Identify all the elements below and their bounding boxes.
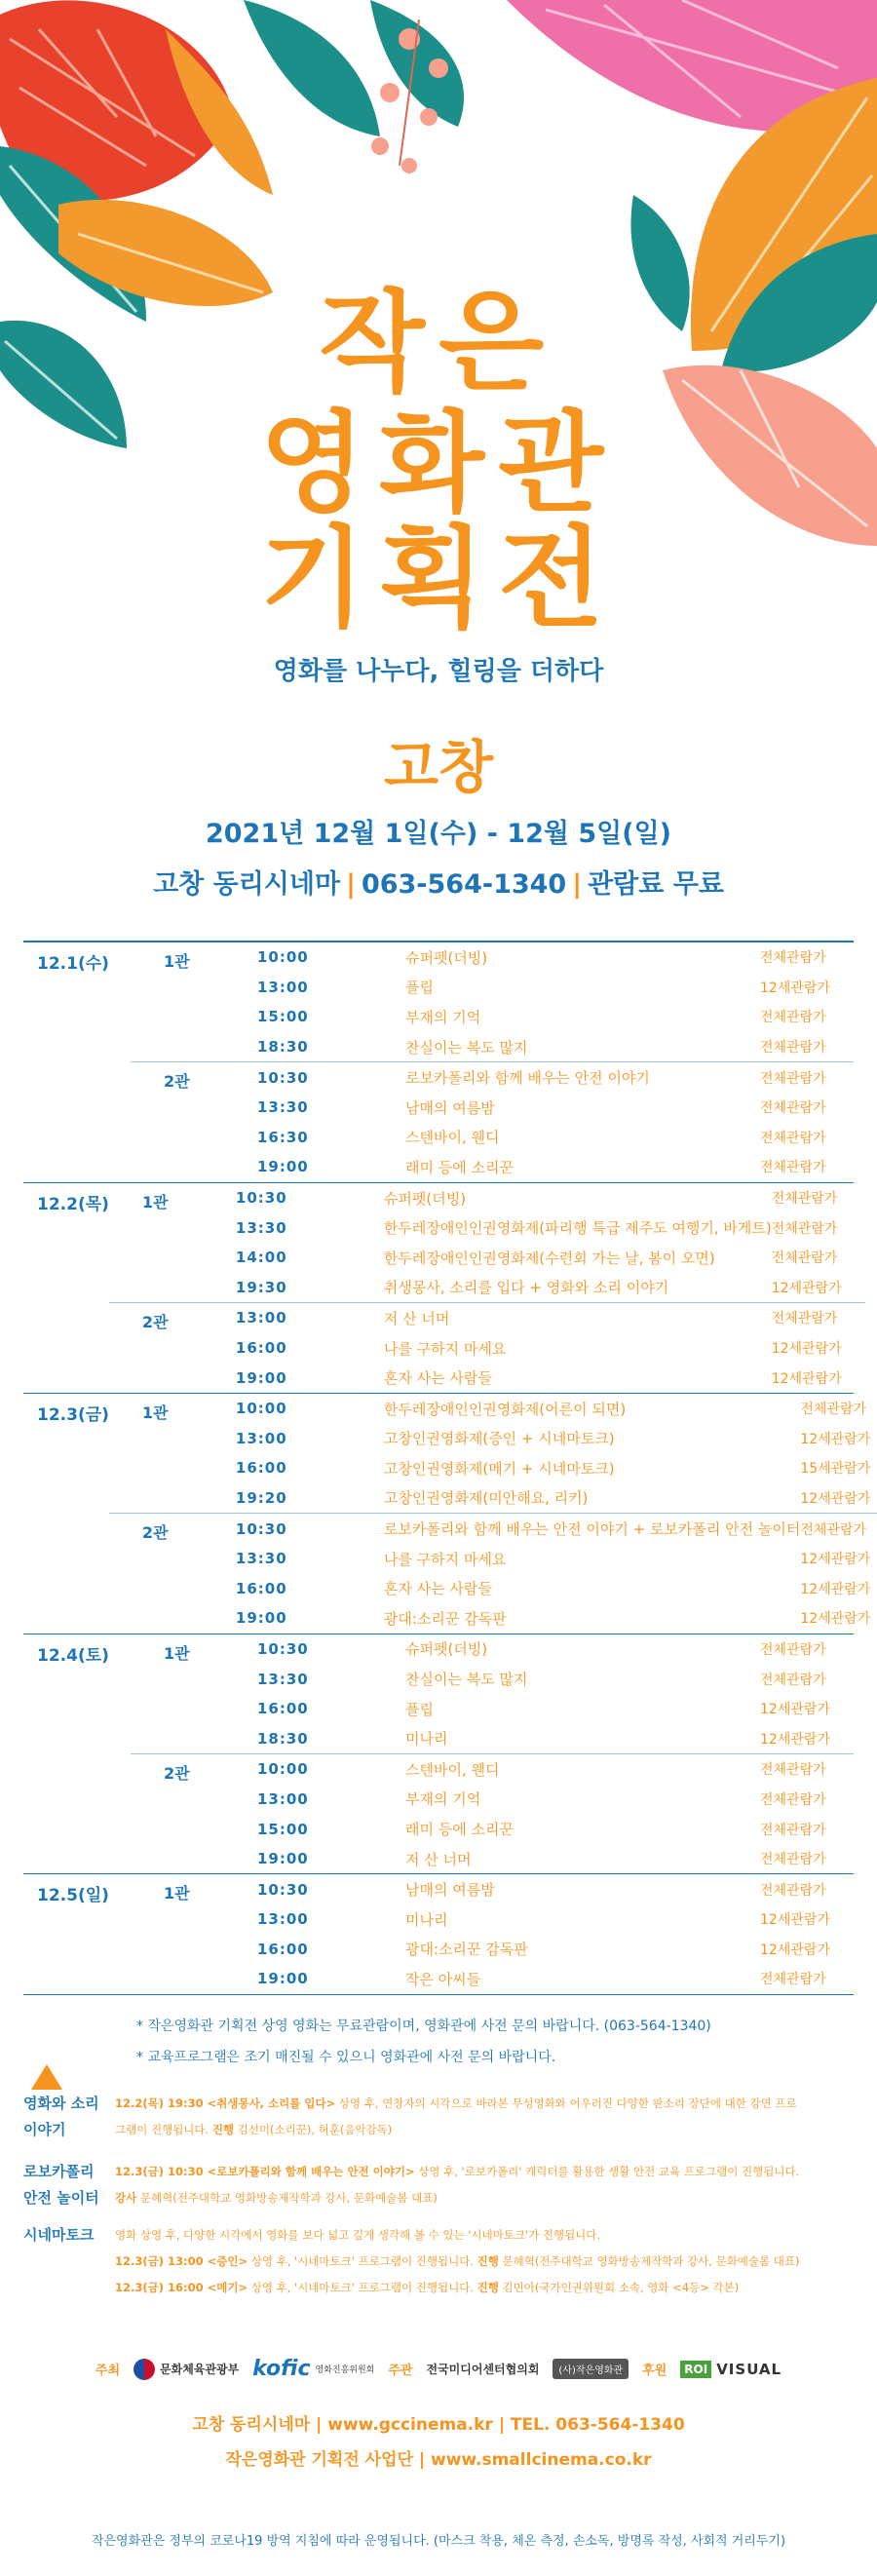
hall-block (109, 1302, 865, 1393)
subtitle: 영화를 나누다, 힐링을 더하다 (273, 657, 604, 686)
screening-film: 플립 (405, 979, 434, 997)
hall-label: 2관 (164, 1072, 190, 1092)
screening-time: 13:30 (257, 1670, 309, 1688)
screening-row (191, 1424, 877, 1454)
screening-film: 슈퍼펫(더빙) (383, 1189, 467, 1208)
screening-rating: 12세관람가 (771, 1280, 842, 1296)
screening-row (191, 1453, 877, 1483)
screening-time: 18:30 (257, 1729, 309, 1748)
hall-label: 2관 (141, 1313, 169, 1332)
program-highlight: 진행 (477, 2254, 499, 2268)
program-text: 상영 후, '시네마토크' 프로그램이 진행됩니다. (248, 2254, 477, 2268)
screening-rating: 전체관람가 (760, 1672, 826, 1688)
screening-time: 19:30 (235, 1278, 287, 1296)
hall-label: 2관 (141, 1523, 169, 1543)
program-description (115, 2091, 854, 2143)
program-description (115, 2159, 854, 2211)
hall-block (109, 1183, 865, 1302)
schedule-day (23, 1183, 854, 1394)
screening-time: 16:00 (257, 1700, 309, 1718)
program-text: 상영 후, 연창자의 시각으로 바라본 무성영화와 어우러진 다양한 판소리 장단에 대한 강연 프로 (335, 2096, 797, 2110)
screening-film: 광대:소리꾼 감독판 (383, 1609, 507, 1628)
program-title (23, 2159, 115, 2211)
hall-block (109, 1394, 877, 1513)
screening-film: 남매의 여름밤 (405, 1098, 495, 1117)
program-highlight: 진행 (477, 2281, 499, 2294)
screening-rating: 12세관람가 (771, 1370, 842, 1387)
title-line-2: 영화관 (259, 401, 618, 527)
screening-film: 혼자 사는 사람들 (383, 1580, 492, 1598)
program-text: 김선미(소리꾼), 허훈(음악감독) (234, 2123, 393, 2136)
screening-time: 16:00 (235, 1579, 287, 1597)
program-title-line: 영화와 소리 (23, 2095, 99, 2112)
program-title-line: 이야기 (23, 2121, 66, 2138)
day-label: 12.4(토) (37, 1645, 109, 1666)
program-title-line: 안전 놀이터 (23, 2189, 99, 2207)
schedule-day (23, 942, 854, 1183)
screening-time: 13:00 (257, 1789, 309, 1808)
screening-row (212, 1123, 854, 1153)
screening-rating: 전체관람가 (760, 1070, 826, 1087)
screening-rating: 전체관람가 (760, 1130, 826, 1146)
screening-rating: 전체관람가 (760, 950, 826, 967)
program-highlight: 12.3(금) 13:00 <증인> (115, 2254, 248, 2268)
screening-time: 10:30 (257, 1639, 309, 1658)
screening-row (212, 1664, 854, 1694)
screening-row (191, 1183, 865, 1213)
screening-row (212, 1874, 854, 1904)
screening-row (191, 1303, 865, 1333)
screening-film: 부재의 기억 (405, 1790, 481, 1809)
program-block (23, 2091, 854, 2143)
organizer-media-center: 전국미디어센터협의회 (426, 2363, 540, 2376)
screening-rating: 전체관람가 (760, 1010, 826, 1026)
screening-row (212, 1062, 854, 1093)
screening-row (212, 1844, 854, 1874)
program-text: 문혜혁(전주대학교 영화방송제작학과 강사, 문화예술봄 대표) (498, 2254, 800, 2268)
screening-time: 19:00 (257, 1970, 309, 1988)
screening-film: 혼자 사는 사람들 (383, 1369, 492, 1388)
venue-phone: 063-564-1340 (361, 869, 567, 900)
screening-film: 스텐바이, 웬디 (405, 1129, 500, 1147)
screening-row (191, 1394, 877, 1424)
sponsor-bar (0, 2357, 877, 2381)
hall-block (131, 942, 854, 1061)
screening-time: 18:30 (257, 1038, 309, 1057)
screening-rating: 전체관람가 (760, 1160, 826, 1176)
day-label: 12.5(일) (37, 1886, 109, 1906)
note-1: * 작은영화관 기획전 상영 영화는 무료관람이며, 영화관에 사전 문의 바랍니다. (063-564-1340) (136, 2019, 711, 2034)
day-label: 12.2(목) (37, 1194, 109, 1214)
day-label: 12.3(금) (37, 1404, 109, 1425)
program-block (23, 2159, 854, 2211)
screening-time: 16:00 (235, 1339, 287, 1358)
screening-rating: 12세관람가 (771, 1341, 842, 1358)
screening-film: 로보카폴리와 함께 배우는 안전 이야기 + 로보카폴리 안전 놀이터 (383, 1520, 801, 1539)
support-roi-visual: ROI VISUAL (680, 2361, 782, 2378)
screening-time: 19:00 (235, 1368, 287, 1387)
footer-cinema-info: 고창 동리시네마 | www.gccinema.kr | TEL. 063-564-1340 (192, 2415, 685, 2435)
footer-project-info: 작은영화관 기획전 사업단 | www.smallcinema.co.kr (225, 2450, 652, 2470)
screening-rating: 전체관람가 (760, 1852, 826, 1868)
screening-time: 16:00 (257, 1940, 309, 1958)
program-text: 상영 후, '로보카폴리' 캐릭터를 활용한 생활 안전 교육 프로그램이 진행됩니다. (414, 2165, 800, 2178)
organizer-label: 주관 (388, 2364, 413, 2378)
screening-time: 13:30 (257, 1098, 309, 1117)
hall-block (131, 1753, 854, 1873)
venue-name: 고창 동리시네마 (153, 869, 341, 900)
screening-rating: 전체관람가 (771, 1250, 838, 1267)
host-ministry: 문화체육관광부 (133, 2359, 239, 2380)
screening-rating: 12세관람가 (760, 1731, 830, 1748)
screening-film: 한두레장애인인권영화제(파리행 특급 제주도 여행기, 바게트) (383, 1219, 772, 1238)
screening-row (212, 1093, 854, 1123)
schedule-day (23, 1874, 854, 1994)
screening-film: 찬실이는 복도 많지 (405, 1671, 528, 1689)
screening-rating: 12세관람가 (760, 1942, 830, 1958)
screening-rating: 12세관람가 (800, 1611, 871, 1628)
screening-film: 부재의 기억 (405, 1008, 481, 1026)
screening-row (212, 1935, 854, 1965)
schedule-day (23, 1634, 854, 1875)
screening-rating: 12세관람가 (760, 980, 830, 996)
screening-rating: 전체관람가 (760, 1822, 826, 1838)
screening-rating: 12세관람가 (760, 1912, 830, 1929)
screening-film: 미나리 (405, 1910, 448, 1929)
notes (136, 2011, 858, 2073)
program-text: 문혜혁(전주대학교 영화방송제작학과 강사, 문화예술봄 대표) (136, 2191, 438, 2205)
screening-rating: 전체관람가 (760, 1972, 826, 1988)
program-text: 상영 후, '시네마토크' 프로그램이 진행됩니다. (248, 2281, 477, 2294)
title-line-1: 작은 (319, 280, 558, 406)
hall-label: 2관 (164, 1764, 190, 1784)
screening-film: 저 산 너머 (383, 1309, 450, 1327)
screening-row (212, 1723, 854, 1753)
screening-rating: 전체관람가 (760, 1882, 826, 1899)
screening-rating: 전체관람가 (760, 1641, 826, 1658)
hall-label: 1관 (141, 1192, 169, 1211)
screening-film: 작은 아씨들 (405, 1970, 481, 1988)
screening-time: 10:30 (257, 1880, 309, 1899)
screening-row (212, 1002, 854, 1032)
hall-block (131, 1634, 854, 1753)
screening-time: 13:00 (257, 1910, 309, 1929)
program-highlight: 강사 (115, 2191, 137, 2205)
screening-row (191, 1363, 865, 1393)
screening-row (191, 1483, 877, 1514)
screening-film: 한두레장애인인권영화제(수련회 가는 날, 봄이 오면) (383, 1249, 715, 1267)
screening-time: 10:00 (257, 1760, 309, 1779)
screening-film: 취생몽사, 소리를 입다 + 영화와 소리 이야기 (383, 1279, 669, 1297)
screening-row (191, 1333, 865, 1364)
screening-film: 래미 등에 소리꾼 (405, 1158, 514, 1176)
screening-film: 스텐바이, 웬디 (405, 1760, 500, 1779)
triangle-icon (31, 2064, 62, 2090)
screening-time: 13:00 (257, 978, 309, 996)
venue-info: 고창 동리시네마 | 063-564-1340 | 관람료 무료 (153, 869, 724, 900)
host-kofic: kofic 영화진흥위원회 (252, 2357, 375, 2381)
screening-row (191, 1212, 865, 1243)
screening-time: 19:20 (235, 1488, 287, 1507)
screening-film: 나를 구하지 마세요 (383, 1339, 507, 1358)
screening-rating: 12세관람가 (760, 1702, 830, 1718)
screening-rating: 12세관람가 (800, 1552, 871, 1568)
screening-time: 10:00 (257, 948, 309, 967)
screening-row (212, 973, 854, 1003)
screening-time: 13:00 (235, 1309, 287, 1327)
screening-film: 슈퍼펫(더빙) (405, 1640, 488, 1659)
screening-time: 19:00 (257, 1158, 309, 1176)
screening-time: 10:30 (257, 1068, 309, 1087)
screening-time: 19:00 (257, 1850, 309, 1868)
screening-rating: 전체관람가 (771, 1191, 838, 1208)
screening-row (212, 1032, 854, 1062)
screening-rating: 전체관람가 (760, 1791, 826, 1808)
program-highlight: 12.3(금) 16:00 <메기> (115, 2281, 248, 2294)
screening-time: 16:30 (257, 1128, 309, 1146)
hall-label: 1관 (141, 1403, 169, 1422)
screening-film: 고창인권영화제(미안해요, 리키) (383, 1489, 589, 1508)
government-seal-icon (133, 2359, 155, 2380)
program-block (23, 2222, 854, 2301)
program-highlight: 진행 (211, 2123, 235, 2136)
screening-rating: 전체관람가 (760, 1762, 826, 1779)
screening-film: 남매의 여름밤 (405, 1881, 495, 1900)
screening-film: 미나리 (405, 1730, 448, 1749)
note-2: * 교육프로그램은 조기 매진될 수 있으니 영화관에 사전 문의 바랍니다. (136, 2050, 556, 2065)
hall-label: 1관 (164, 1643, 190, 1663)
program-highlight: 12.2(목) 19:30 <취생몽사, 소리를 입다> (115, 2096, 336, 2110)
screening-film: 한두레장애인인권영화제(어른이 되면) (383, 1400, 627, 1418)
program-text: 김민아(국가인권위원회 소속, 영화 <4등> 각본) (498, 2281, 740, 2294)
screening-rating: 12세관람가 (800, 1490, 871, 1507)
hall-block (131, 1061, 854, 1181)
screening-film: 고창인권영화제(메기 + 시네마토크) (383, 1459, 615, 1478)
schedule-day (23, 1394, 871, 1634)
hall-label: 1관 (164, 952, 190, 971)
program-title-line: 시네마토크 (23, 2226, 95, 2244)
hall-block (109, 1513, 877, 1633)
screening-rating: 15세관람가 (800, 1461, 871, 1478)
screening-row (212, 1754, 854, 1785)
screening-film: 슈퍼펫(더빙) (405, 948, 488, 967)
program-highlight: 12.3(금) 10:30 <로보카폴리와 함께 배우는 안전 이야기> (115, 2165, 415, 2178)
screening-row (212, 1694, 854, 1724)
screening-row (191, 1273, 865, 1303)
screening-row (212, 942, 854, 973)
screening-rating: 전체관람가 (771, 1311, 838, 1327)
screening-rating: 전체관람가 (760, 1040, 826, 1057)
screening-film: 나를 구하지 마세요 (383, 1550, 507, 1568)
screening-row (191, 1603, 877, 1634)
screening-time: 16:00 (235, 1459, 287, 1478)
screening-row (212, 1814, 854, 1844)
hall-block (131, 1874, 854, 1993)
screening-row (212, 1904, 854, 1935)
screening-film: 플립 (405, 1700, 434, 1718)
venue-fee: 관람료 무료 (588, 869, 724, 900)
screening-film: 광대:소리꾼 감독판 (405, 1941, 528, 1959)
organizer-small-cinema: (사)작은영화관 (553, 2359, 629, 2379)
program-title-line: 로보카폴리 (23, 2163, 95, 2180)
screening-rating: 12세관람가 (800, 1431, 871, 1447)
screening-time: 10:30 (235, 1519, 287, 1538)
program-text: 영화 상영 후, 다양한 시각에서 영화를 보다 넓고 깊게 생각해 볼 수 있는 '시네마토크'가 진행됩니다. (115, 2228, 601, 2242)
screening-row (191, 1573, 877, 1603)
screening-time: 13:30 (235, 1550, 287, 1568)
program-title (23, 2222, 115, 2301)
screening-row (191, 1544, 877, 1574)
program-title (23, 2091, 115, 2143)
screening-rating: 전체관람가 (800, 1521, 866, 1538)
covid-notice: 작은영화관은 정부의 코로나19 방역 지침에 따라 운영됩니다. (마스크 착용, 체온 측정, 손소독, 방명록 작성, 사회적 거리두기) (91, 2534, 786, 2549)
screening-time: 10:30 (235, 1189, 287, 1208)
screening-film: 찬실이는 복도 많지 (405, 1038, 528, 1057)
screening-time: 14:00 (235, 1249, 287, 1267)
support-label: 후원 (642, 2364, 667, 2378)
title-line-3: 기획전 (259, 516, 618, 642)
event-dates: 2021년 12월 1일(수) - 12월 5일(일) (205, 819, 671, 849)
screening-time: 13:00 (235, 1429, 287, 1447)
screening-row (212, 1634, 854, 1665)
screening-film: 저 산 너머 (405, 1850, 472, 1868)
screening-time: 15:00 (257, 1008, 309, 1026)
program-description (115, 2222, 854, 2301)
screening-rating: 전체관람가 (771, 1220, 838, 1237)
screening-row (212, 1152, 854, 1182)
screening-row (212, 1785, 854, 1815)
schedule-table (23, 941, 871, 1995)
screening-film: 래미 등에 소리꾼 (405, 1821, 514, 1839)
host-label: 주최 (95, 2364, 121, 2378)
screening-rating: 전체관람가 (760, 1100, 826, 1117)
screening-time: 15:00 (257, 1820, 309, 1838)
program-text: 그램이 진행됩니다. (115, 2123, 212, 2136)
region-title: 고창 (383, 734, 494, 800)
day-label: 12.1(수) (37, 954, 109, 974)
screening-row (212, 1964, 854, 1994)
hall-label: 1관 (164, 1884, 190, 1903)
screening-rating: 12세관람가 (800, 1581, 871, 1597)
screening-film: 고창인권영화제(증인 + 시네마토크) (383, 1430, 615, 1448)
screening-row (191, 1243, 865, 1273)
screening-row (191, 1514, 877, 1544)
screening-time: 19:00 (235, 1609, 287, 1628)
screening-time: 10:00 (235, 1400, 287, 1418)
screening-film: 로보카폴리와 함께 배우는 안전 이야기 (405, 1069, 650, 1088)
screening-time: 13:30 (235, 1218, 287, 1237)
screening-rating: 전체관람가 (800, 1402, 866, 1418)
